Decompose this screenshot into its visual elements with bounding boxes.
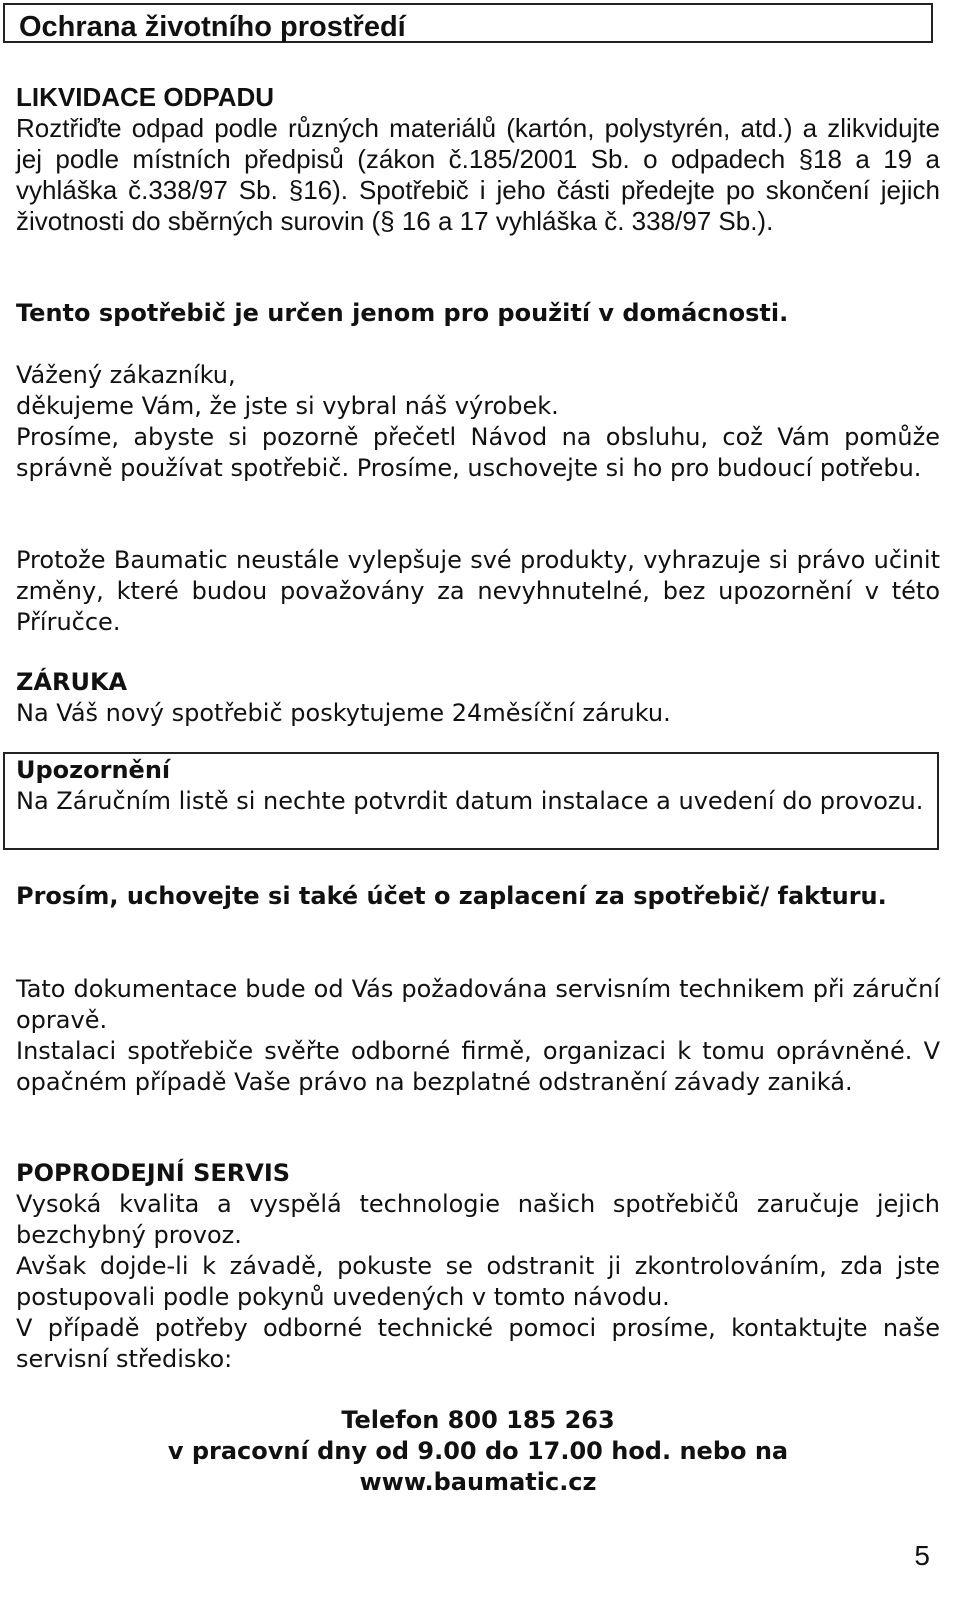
keep-receipt-notice: Prosím, uchovejte si také účet o zaplacení za spotřebič/ fakturu. bbox=[16, 882, 887, 910]
disposal-heading: LIKVIDACE ODPADU bbox=[16, 82, 275, 112]
contact-web-link[interactable]: www.baumatic.cz bbox=[359, 1468, 597, 1496]
title-box bbox=[3, 3, 933, 43]
service-heading: POPRODEJNÍ SERVIS bbox=[16, 1159, 291, 1187]
service-line3: V případě potřeby odborné technické pomoci prosíme, kontaktujte naše servisní středisko: bbox=[16, 1314, 940, 1373]
documentation-line2: Instalaci spotřebiče svěřte odborné firmě, organizaci k tomu oprávněné. V opačném případě Vaše právo na bezplatné odstranění závady zaniká. bbox=[16, 1037, 940, 1096]
warranty-text: Na Váš nový spotřebič poskytujeme 24měsíční záruku. bbox=[16, 699, 671, 727]
contact-phone: Telefon 800 185 263 bbox=[341, 1406, 615, 1434]
service-line2: Avšak dojde-li k závadě, pokuste se odstranit ji zkontrolováním, zda jste postupovali podle pokynů uvedených v tomto návodu. bbox=[16, 1252, 940, 1311]
page-number: 5 bbox=[914, 1540, 930, 1571]
improvements-paragraph: Protože Baumatic neustále vylepšuje své produkty, vyhrazuje si právo učinit změny, které budou považovány za nevyhnutelné, bez upozornění v této Příručce. bbox=[16, 546, 940, 636]
page-title: Ochrana životního prostředí bbox=[19, 11, 406, 43]
greeting-salutation: Vážený zákazníku, bbox=[16, 361, 236, 389]
contact-hours: v pracovní dny od 9.00 do 17.00 hod. nebo na bbox=[167, 1437, 789, 1465]
disposal-paragraph: Roztřiďte odpad podle různých materiálů (kartón, polystyrén, atd.) a zlikvidujte jej podle místních předpisů (zákon č.185/2001 Sb. o odpadech §18 a 19 a vyhláška č.338/97 Sb. §16). Spotřebič i jeho části předejte po skončení jejich životnosti do sběrných surovin (§ 16 a 17 vyhláška č. 338/97 Sb.). bbox=[16, 113, 940, 236]
notice-text: Na Záručním listě si nechte potvrdit datum instalace a uvedení do provozu. bbox=[16, 787, 924, 815]
greeting-request: Prosíme, abyste si pozorně přečetl Návod na obsluhu, což Vám pomůže správně používat spotřebič. Prosíme, uschovejte si ho pro budoucí potřebu. bbox=[16, 423, 940, 482]
notice-heading: Upozornění bbox=[16, 756, 171, 784]
household-notice: Tento spotřebič je určen jenom pro použití v domácnosti. bbox=[16, 299, 789, 327]
warranty-heading: ZÁRUKA bbox=[16, 668, 128, 696]
service-line1: Vysoká kvalita a vyspělá technologie našich spotřebičů zaručuje jejich bezchybný provoz. bbox=[16, 1190, 940, 1249]
greeting-thanks: děkujeme Vám, že jste si vybral náš výrobek. bbox=[16, 392, 559, 420]
documentation-line1: Tato dokumentace bude od Vás požadována servisním technikem při záruční opravě. bbox=[16, 975, 940, 1034]
